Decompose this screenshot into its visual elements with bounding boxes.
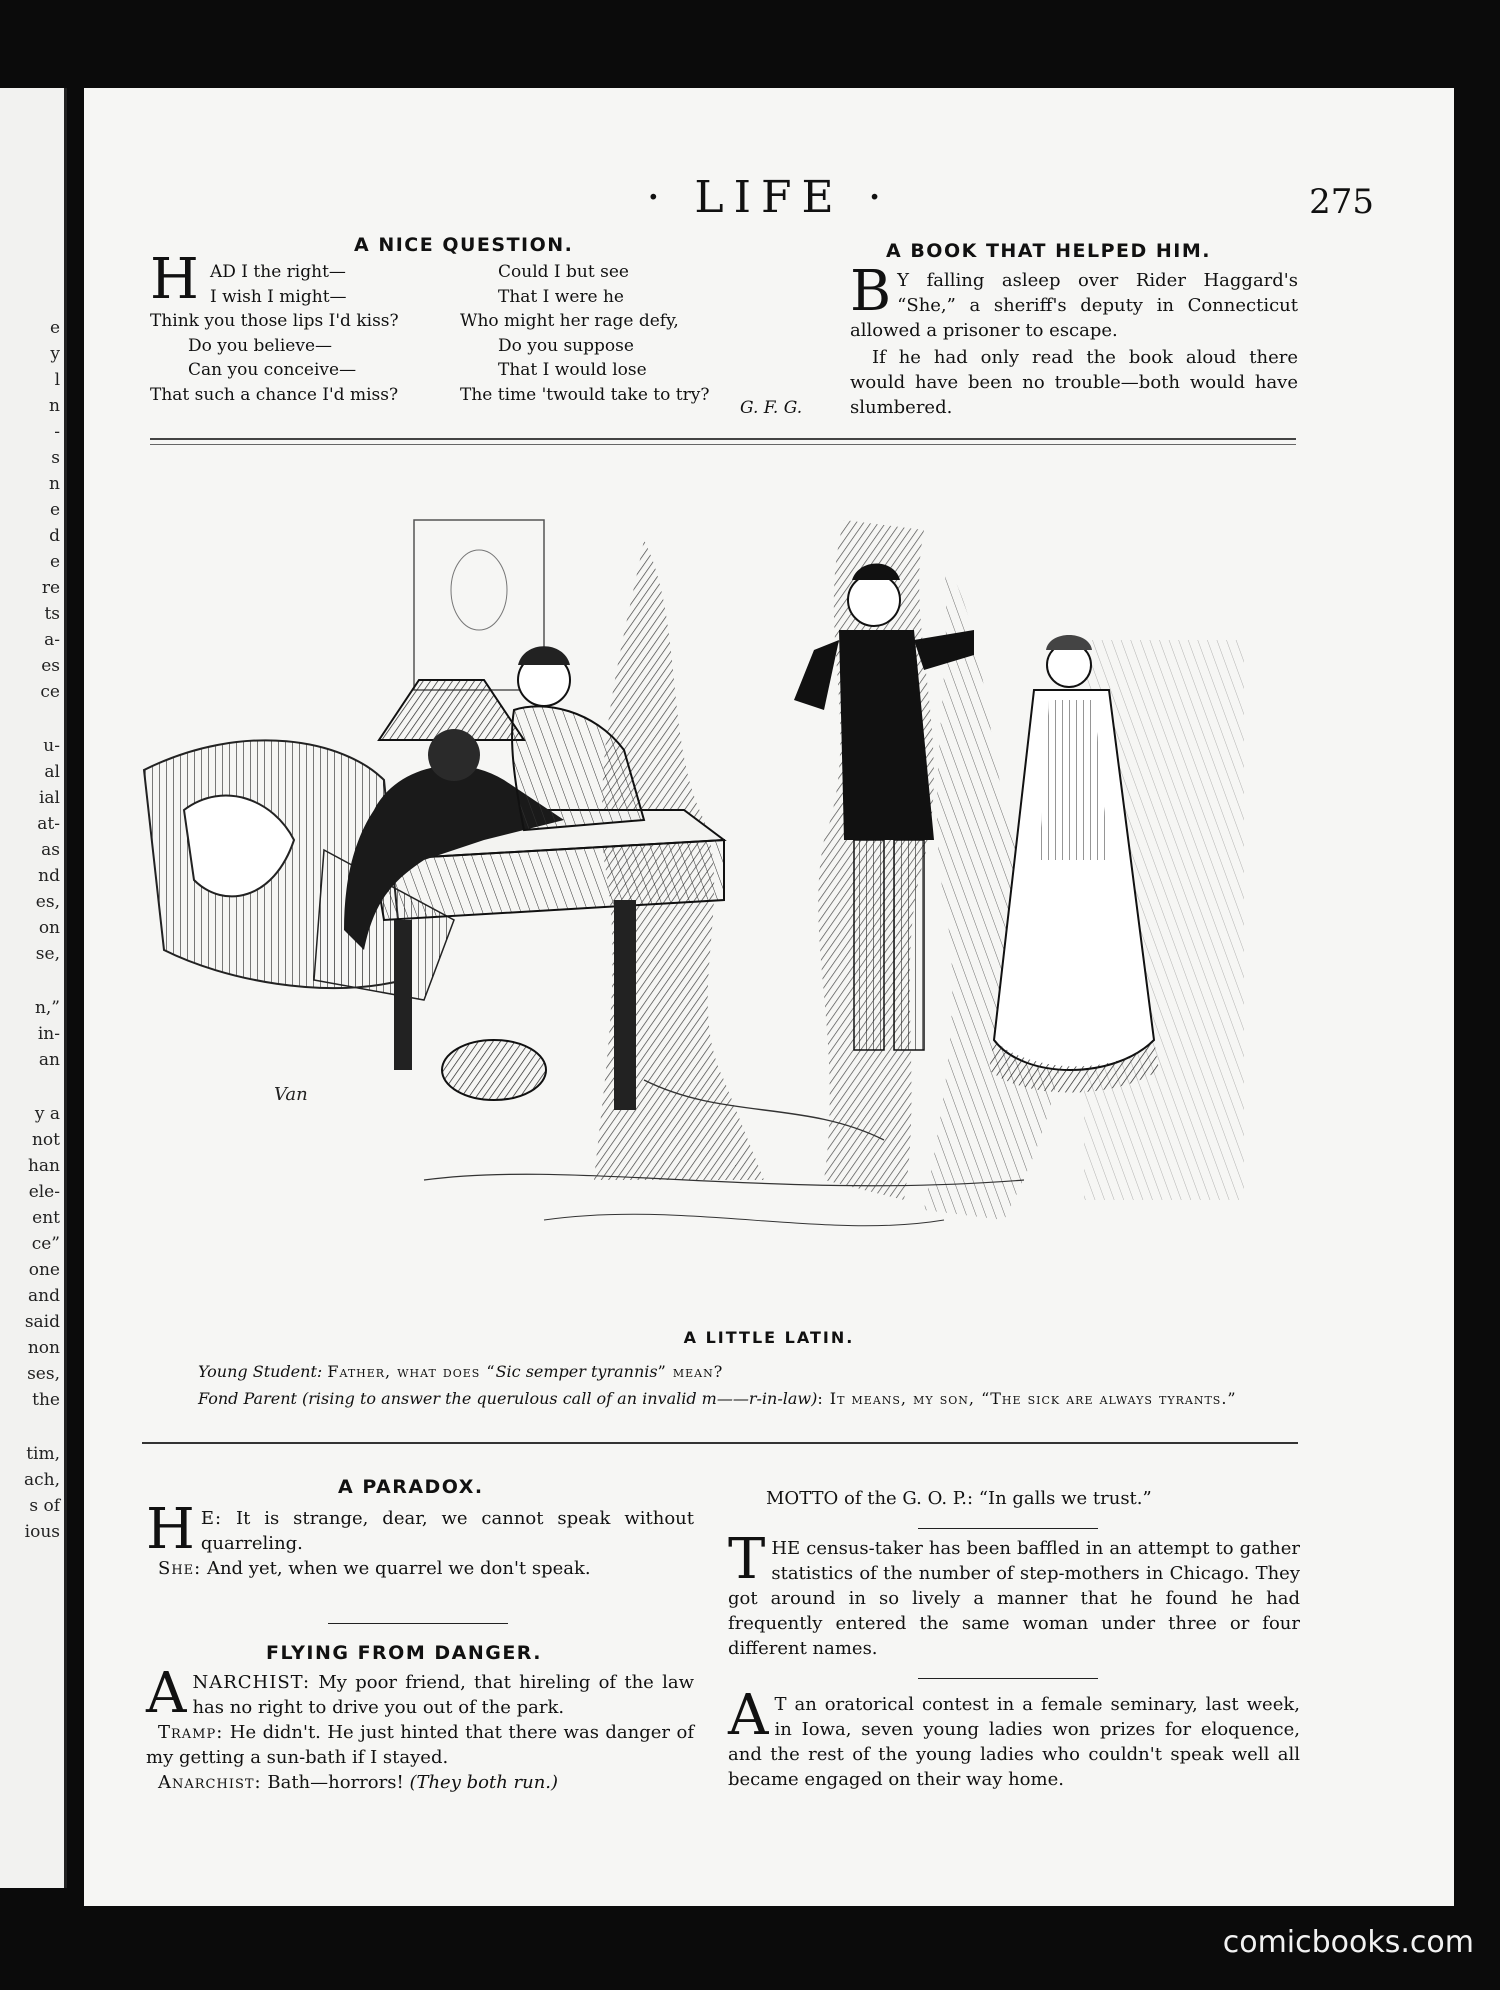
census-story <box>728 1527 1300 1661</box>
left-page-fragment: es, <box>35 892 60 912</box>
dropcap: A <box>146 1661 187 1726</box>
stage-direction: (They both run.) <box>409 1772 559 1793</box>
magazine-page <box>84 88 1454 1906</box>
short-divider <box>918 1528 1098 1529</box>
left-page-fragment: han <box>27 1156 60 1176</box>
left-page-fragment: - <box>54 422 60 442</box>
flying-line: Bath—horrors! <box>267 1772 404 1793</box>
short-divider <box>328 1623 508 1624</box>
dropcap: B <box>850 259 892 324</box>
left-page-fragment: said <box>24 1312 60 1332</box>
left-page-fragment: in- <box>37 1024 60 1044</box>
left-page-fragment: e <box>49 500 60 520</box>
paradox-title: A PARADOX. <box>338 1476 484 1498</box>
speaker-label: Tramp: <box>158 1722 224 1743</box>
masthead: · LIFE · <box>646 172 892 223</box>
cartoon-caption-title: A LITTLE LATIN. <box>683 1328 855 1347</box>
left-page-fragment: ses, <box>27 1364 60 1384</box>
speaker-label: Anarchist: <box>158 1772 262 1793</box>
section-divider <box>142 1442 1298 1444</box>
poem-line: Do you suppose <box>498 335 634 356</box>
poem-line: AD I the right— <box>210 262 346 282</box>
nice-question-poem-left <box>150 247 410 407</box>
left-page-fragment: one <box>28 1260 60 1280</box>
motto-line <box>750 1486 1298 1511</box>
left-page-fragment: ach, <box>23 1470 60 1490</box>
poem-line: Do you believe— <box>188 335 333 356</box>
left-page-fragment: s of <box>29 1496 60 1516</box>
left-page-fragment: non <box>27 1338 60 1358</box>
motto-label: MOTTO of the G. O. P.: <box>766 1488 974 1509</box>
section-divider <box>150 438 1296 445</box>
left-page-fragment: n <box>49 396 60 416</box>
left-page-fragment: and <box>28 1286 60 1306</box>
latin-phrase: Sic semper tyrannis <box>495 1362 658 1381</box>
dropcap: A <box>728 1683 769 1748</box>
left-page-fragment: ious <box>24 1522 60 1542</box>
left-page-fragment: an <box>38 1050 60 1070</box>
poem-line: That I were he <box>498 286 624 307</box>
speaker-label: She: <box>158 1558 202 1579</box>
book-paragraph-2: If he had only read the book aloud there would have been no trouble—both would have slumbered. <box>850 347 1298 418</box>
left-page-fragment: ial <box>38 788 60 808</box>
paradox-line: It is strange, dear, we cannot speak without quarreling. <box>200 1508 694 1554</box>
left-page-fragment: tim, <box>26 1444 60 1464</box>
speaker-young-student: Young Student: <box>198 1362 323 1381</box>
flying-title: FLYING FROM DANGER. <box>266 1642 543 1664</box>
poem-line: The time 'twould take to try? <box>460 384 710 405</box>
paradox-story <box>146 1497 694 1581</box>
left-page-fragment: l <box>54 370 60 390</box>
left-page-fragment: ts <box>44 604 60 624</box>
poem-line: That I would lose <box>498 360 647 380</box>
left-page-fragment: ele- <box>28 1182 60 1202</box>
speaker-label: NARCHIST: <box>192 1672 311 1693</box>
left-page-fragment: e <box>49 318 60 338</box>
poem-line: I wish I might— <box>210 286 347 307</box>
left-page-fragment: y <box>50 344 60 364</box>
left-page-edge <box>0 88 67 1888</box>
left-page-fragment: re <box>41 578 60 598</box>
caption-text: Father, what does “ <box>327 1362 496 1381</box>
left-page-fragment: ce” <box>31 1234 60 1254</box>
motto-text: “In galls we trust.” <box>978 1488 1152 1509</box>
poem-line: Think you those lips I'd kiss? <box>150 311 399 331</box>
left-page-fragment: a- <box>44 630 60 650</box>
left-page-fragment: the <box>32 1390 60 1410</box>
dropcap: H <box>146 1497 195 1562</box>
flying-line: My poor friend, that hireling of the law has no right to drive you out of the park. <box>192 1672 694 1718</box>
dropcap: H <box>150 247 199 312</box>
left-page-fragment: on <box>38 918 60 938</box>
cartoon-caption <box>150 1358 1300 1412</box>
left-page-fragment: y a <box>34 1104 60 1124</box>
book-paragraph-1: Y falling asleep over Rider Haggard's “She,” a sheriff's deputy in Connecticut allowed a prisoner to escape. <box>850 270 1298 341</box>
left-page-fragment: nd <box>38 866 60 886</box>
nice-question-poem-right <box>460 260 720 407</box>
caption-text: : It means, my son, “The sick are always tyrants.” <box>817 1389 1237 1408</box>
artist-signature: Van <box>274 1084 308 1105</box>
flying-line: He didn't. He just hinted that there was danger of my getting a sun-bath if I stayed. <box>146 1722 694 1768</box>
left-page-fragment: u- <box>43 736 60 756</box>
left-page-fragment: as <box>41 840 60 860</box>
speaker-label: E: <box>200 1508 223 1529</box>
left-page-fragment: se, <box>35 944 60 964</box>
poem-line: That such a chance I'd miss? <box>150 384 399 405</box>
poem-line: Could I but see <box>498 262 629 282</box>
poem-signature: G. F. G. <box>740 398 803 418</box>
illustration-little-latin <box>124 480 1264 1300</box>
left-page-fragment: d <box>49 526 60 546</box>
left-page-fragment: ce <box>40 682 60 702</box>
speaker-fond-parent: Fond Parent <box>198 1389 297 1408</box>
left-page-fragment: e <box>49 552 60 572</box>
book-title: A BOOK THAT HELPED HIM. <box>886 240 1211 262</box>
left-page-fragment: n <box>49 474 60 494</box>
poem-line: Who might her rage defy, <box>460 311 679 331</box>
nice-question-title: A NICE QUESTION. <box>354 234 574 256</box>
dropcap: T <box>728 1527 766 1592</box>
left-page-fragment: at- <box>37 814 60 834</box>
left-page-fragment: al <box>44 762 60 782</box>
paradox-line: And yet, when we quarrel we don't speak. <box>206 1558 591 1579</box>
page-number: 275 <box>1309 182 1374 222</box>
short-divider <box>918 1678 1098 1679</box>
left-page-fragment: s <box>51 448 60 468</box>
caption-text: ” mean? <box>657 1362 724 1381</box>
flying-story <box>146 1661 694 1795</box>
census-text: HE census-taker has been baffled in an attempt to gather statistics of the number of step-mothers in Chicago. They got around in so lively a manner that he found he had frequently entered the same woman under three or four different names. <box>728 1538 1300 1659</box>
watermark: comicbooks.com <box>1222 1925 1474 1960</box>
left-page-fragment: not <box>31 1130 60 1150</box>
left-page-fragment: ent <box>32 1208 60 1228</box>
poem-line: Can you conceive— <box>188 360 357 380</box>
left-page-fragment: es <box>41 656 60 676</box>
oratorical-text: T an oratorical contest in a female seminary, last week, in Iowa, seven young ladies won prizes for eloquence, and the rest of the young ladies who couldn't speak well all became engaged on their way home. <box>728 1694 1300 1790</box>
stage-direction: (rising to answer the querulous call of an invalid m——r-in-law) <box>302 1389 818 1408</box>
book-story <box>850 259 1298 420</box>
left-page-fragment: n,” <box>34 998 60 1018</box>
oratorical-story <box>728 1683 1300 1792</box>
